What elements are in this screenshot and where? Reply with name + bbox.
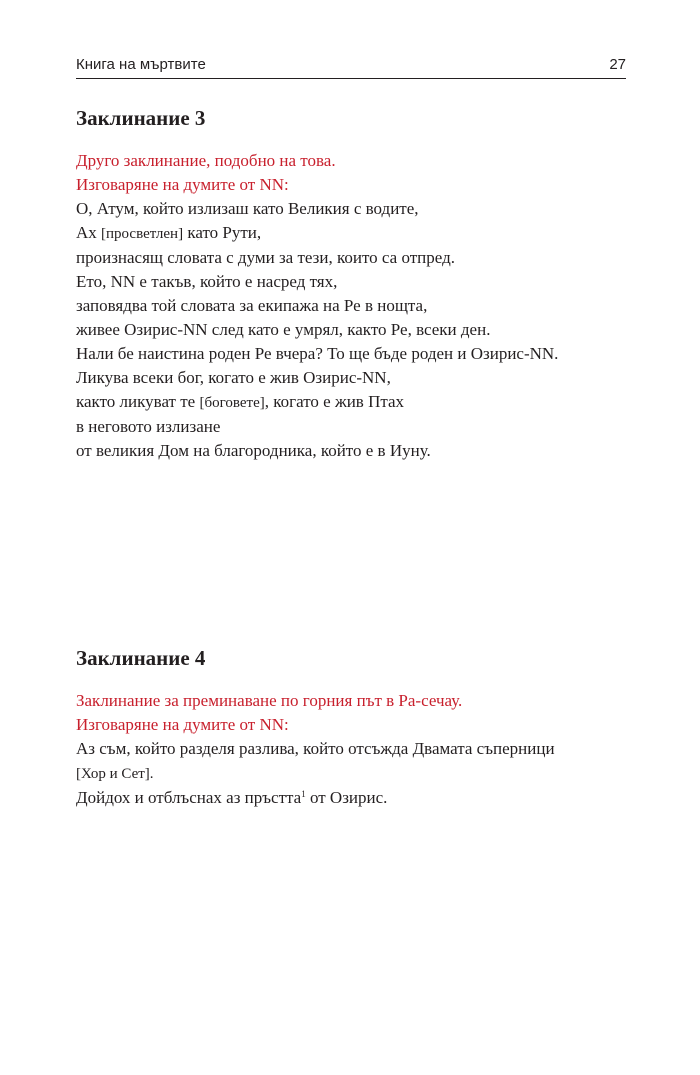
spell-3-line: произнасящ словата с думи за тези, които са отпред. bbox=[76, 248, 455, 267]
footnote-marker[interactable]: 1 bbox=[301, 789, 306, 799]
bracketed-insertion: [Хор и Сет]. bbox=[76, 766, 154, 782]
text-span: Дойдох и отблъснах аз пръстта bbox=[76, 788, 302, 807]
spell-4-rubric-2: Изговаряне на думите от NN: bbox=[76, 715, 289, 734]
spell-3-rubric-1: Друго заклинание, подобно на това. bbox=[76, 151, 336, 170]
spell-3-line: О, Атум, който излизаш като Великия с водите, bbox=[76, 199, 419, 218]
bracketed-insertion: [просветлен] bbox=[101, 226, 184, 242]
spell-3-title: Заклинание 3 bbox=[76, 106, 206, 130]
spell-4-section bbox=[76, 646, 636, 810]
spell-3-line bbox=[76, 221, 636, 246]
spell-4-title: Заклинание 4 bbox=[76, 646, 206, 670]
spell-3-line: от великия Дом на благородника, който е в Иуну. bbox=[76, 441, 431, 460]
spell-4-line bbox=[76, 786, 636, 810]
text-span: , когато е жив Птах bbox=[264, 392, 405, 411]
spell-3-line: Нали бе наистина роден Ре вчера? То ще бъде роден и Озирис-NN. bbox=[76, 344, 559, 363]
spell-3-line: Ликува всеки бог, когато е жив Озирис-NN, bbox=[76, 368, 391, 387]
book-title: Книга на мъртвите bbox=[76, 56, 206, 73]
spell-4-line bbox=[76, 761, 636, 786]
spell-3-section bbox=[76, 106, 636, 463]
spell-3-line: в неговото излизане bbox=[76, 417, 221, 436]
spell-4-line: Аз съм, който разделя разлива, който отсъжда Двамата съперници bbox=[76, 739, 555, 758]
text-span: както ликуват те bbox=[76, 392, 200, 411]
text-span: Ах bbox=[76, 223, 102, 242]
spell-3-line: живее Озирис-NN след като е умрял, както Ре, всеки ден. bbox=[76, 320, 491, 339]
text-span: от Озирис. bbox=[305, 788, 388, 807]
spell-3-rubric-2: Изговаряне на думите от NN: bbox=[76, 175, 289, 194]
text-span: като Рути, bbox=[183, 223, 262, 242]
spell-3-line: заповядва той словата за екипажа на Ре в нощта, bbox=[76, 296, 428, 315]
spell-3-line bbox=[76, 390, 636, 415]
page-number: 27 bbox=[609, 56, 626, 73]
spell-3-line: Ето, NN е такъв, който е насред тях, bbox=[76, 272, 338, 291]
spell-4-rubric-1: Заклинание за преминаване по горния път в Ра-сечау. bbox=[76, 691, 463, 710]
bracketed-insertion: [боговете] bbox=[199, 395, 265, 411]
running-head bbox=[76, 56, 626, 79]
